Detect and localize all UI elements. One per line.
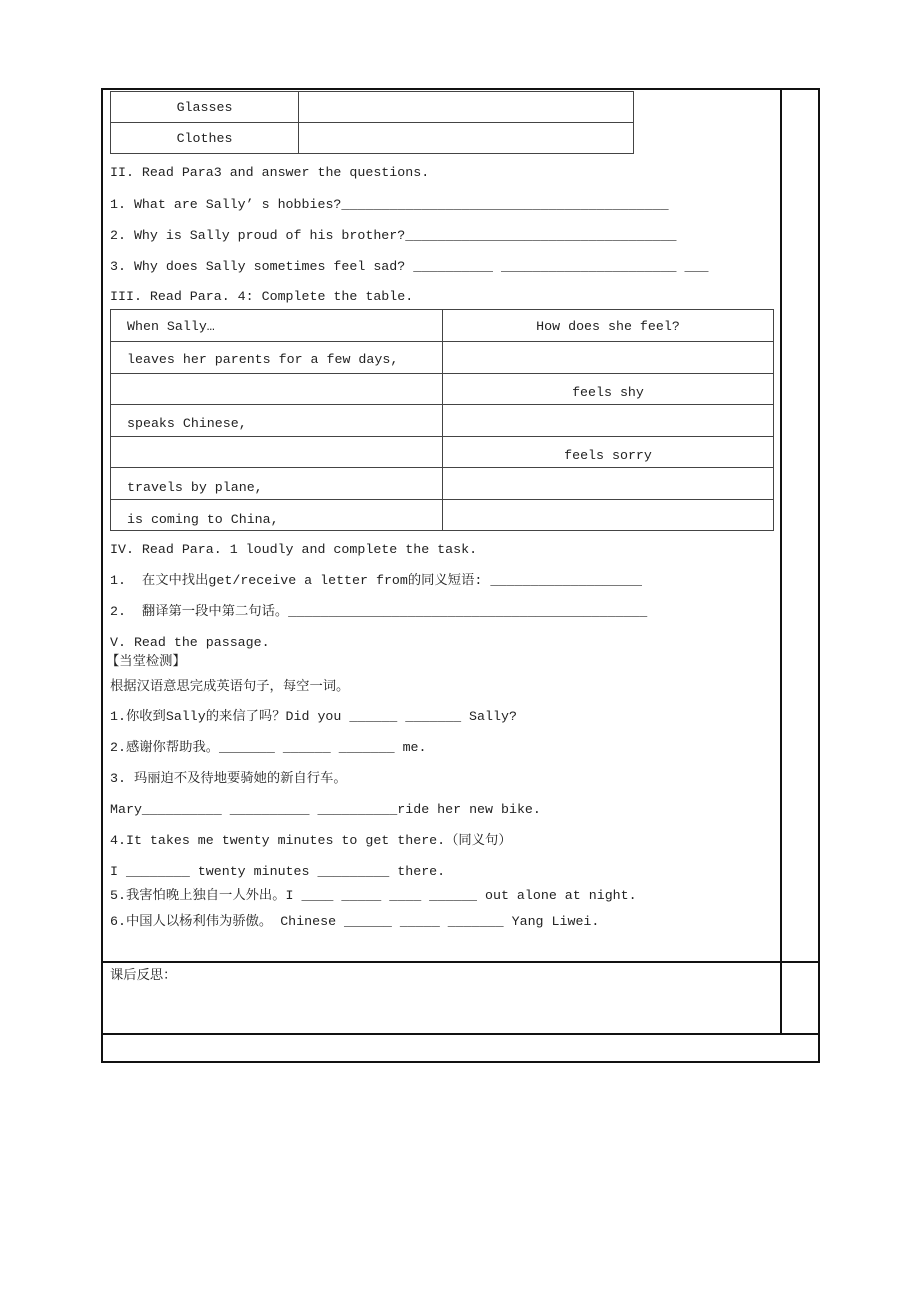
question: 1. What are Sally’ s hobbies?_________________________________________ bbox=[110, 197, 669, 212]
frame-top bbox=[101, 88, 820, 90]
check-item: 5.我害怕晚上独自一人外出。I ____ _____ ____ ______ out alone at night. bbox=[110, 888, 637, 903]
table-cell bbox=[442, 341, 774, 374]
question: 3. Why does Sally sometimes feel sad? __________ ______________________ ___ bbox=[110, 259, 709, 274]
table-cell: is coming to China, bbox=[110, 499, 443, 531]
table-cell: feels shy bbox=[442, 373, 774, 405]
item-label: Glasses bbox=[110, 91, 299, 123]
table-cell bbox=[110, 436, 443, 468]
frame-left bbox=[101, 88, 103, 1063]
check-item: 3. 玛丽迫不及待地要骑她的新自行车。 bbox=[110, 771, 347, 786]
section4-heading: IV. Read Para. 1 loudly and complete the task. bbox=[110, 542, 478, 557]
table-cell bbox=[442, 467, 774, 500]
item-label: Clothes bbox=[110, 122, 299, 154]
check-item: 2.感谢你帮助我。_______ ______ _______ me. bbox=[110, 740, 427, 755]
frame-divider-1 bbox=[101, 961, 820, 963]
frame-divider-vertical bbox=[780, 88, 782, 1035]
item-answer-cell[interactable] bbox=[298, 91, 634, 123]
table-cell bbox=[110, 373, 443, 405]
section2-heading: II. Read Para3 and answer the questions. bbox=[110, 165, 430, 180]
reflection-label: 课后反思： bbox=[110, 968, 177, 983]
table-header: How does she feel? bbox=[442, 309, 774, 342]
frame-bottom bbox=[101, 1061, 820, 1063]
section5-heading: V. Read the passage. bbox=[110, 635, 270, 650]
check-item: 4.It takes me twenty minutes to get there.（同义句） bbox=[110, 833, 512, 848]
item-answer-cell[interactable] bbox=[298, 122, 634, 154]
check-instruction: 根据汉语意思完成英语句子，每空一词。 bbox=[110, 679, 350, 694]
task: 2. 翻译第一段中第二句话。_____________________________________________ bbox=[110, 604, 648, 619]
check-item: I ________ twenty minutes _________ there. bbox=[110, 864, 446, 879]
task: 1. 在文中找出get/receive a letter from的同义短语: ___________________ bbox=[110, 573, 642, 588]
section3-heading: III. Read Para. 4: Complete the table. bbox=[110, 289, 414, 304]
table-cell bbox=[442, 404, 774, 437]
frame-right bbox=[818, 88, 820, 1063]
table-cell: speaks Chinese, bbox=[110, 404, 443, 437]
table-cell bbox=[442, 499, 774, 531]
check-item: 6.中国人以杨利伟为骄傲。 Chinese ______ _____ _______ Yang Liwei. bbox=[110, 914, 600, 929]
table-cell: feels sorry bbox=[442, 436, 774, 468]
frame-divider-2 bbox=[101, 1033, 820, 1035]
check-item: 1.你收到Sally的来信了吗？Did you ______ _______ Sally? bbox=[110, 709, 517, 724]
table-header: When Sally… bbox=[110, 309, 443, 342]
question: 2. Why is Sally proud of his brother?__________________________________ bbox=[110, 228, 677, 243]
check-title: 【当堂检测】 bbox=[106, 654, 186, 669]
table-cell: leaves her parents for a few days, bbox=[110, 341, 443, 374]
check-item: Mary__________ __________ __________ride her new bike. bbox=[110, 802, 541, 817]
table-cell: travels by plane, bbox=[110, 467, 443, 500]
